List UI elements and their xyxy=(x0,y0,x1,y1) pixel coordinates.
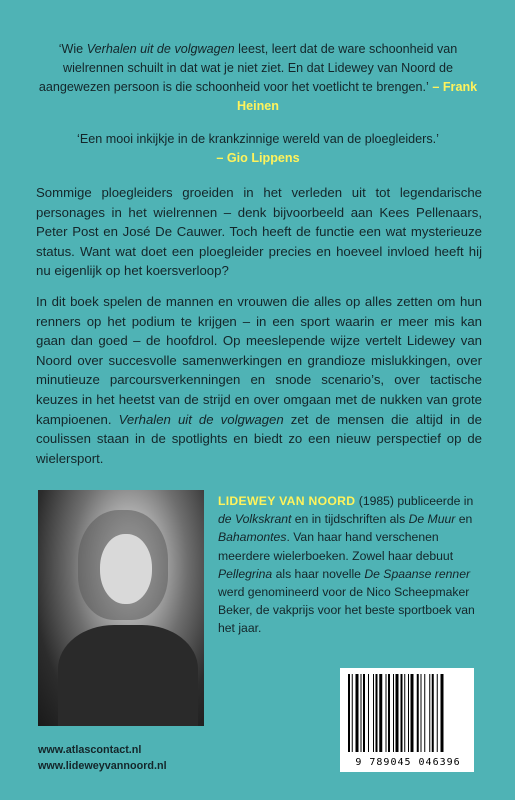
barcode-bar xyxy=(437,674,438,752)
bio-italic: De Muur xyxy=(408,512,456,527)
blurb-paragraph-1: Sommige ploegleiders groeiden in het verleden uit tot legendarische personages in het wielrennen – denk bijvoorbeeld aan Kees Pellenaars, Peter Post en José De Cauwer. Toch heeft de functie een wat mysterieuze status. Want wat doet een ploegleider precies en hoeveel invloed heeft hij nu eigenlijk op het koersverloop? xyxy=(36,185,482,279)
barcode-bar xyxy=(441,674,444,752)
quote-attribution: – Gio Lippens xyxy=(216,151,300,165)
barcode-bar xyxy=(393,674,394,752)
paragraph-text: In dit boek spelen de mannen en vrouwen die alles op alles zetten om hun renners op het podium te krijgen – in een sport waarin er meer mis kan gaan dan goed – de hoofdrol. Op meeslepende wijze vertelt Lidewey van Noord over succesvolle samenwerkingen en grandioze mislukkingen, over minutieuze parcoursverkenningen en snode scenario’s, over tactische keuzes in het heetst van de strijd en over omgaan met de nukken van grote kampioenen. xyxy=(36,294,482,427)
isbn-number: 9 789045 046396 xyxy=(355,757,461,768)
website-links xyxy=(38,742,167,774)
barcode-bar xyxy=(363,674,365,752)
quote-text: ‘Wie xyxy=(58,42,87,56)
quote-text: leest, leert dat de ware schoonheid van wielrennen schuilt in dat wat je niet ziet. En dat Lidewey van Noord de aangewezen persoon is die schoonheid voor het voetlicht te brengen.’ xyxy=(38,42,458,94)
barcode-bar xyxy=(348,674,350,752)
barcode-bar xyxy=(388,674,390,752)
book-title-italic: Verhalen uit de volgwagen xyxy=(118,411,284,427)
author-photo xyxy=(38,490,204,726)
barcode-bar xyxy=(424,674,425,752)
barcode-bar xyxy=(376,674,378,752)
bio-text: als haar novelle xyxy=(272,566,365,581)
quote-attribution: – Frank Heinen xyxy=(237,80,478,113)
quote-gio-lippens xyxy=(38,130,478,168)
barcode-bar xyxy=(379,674,382,752)
bio-text: . Van haar hand verschenen meerdere wielerboeken. Zowel haar debuut xyxy=(218,530,454,563)
barcode-bar xyxy=(417,674,419,752)
barcode-bar xyxy=(429,674,430,752)
barcode-bar xyxy=(356,674,359,752)
barcode-bars xyxy=(346,674,468,752)
bio-text: en in tijdschriften als xyxy=(291,512,409,527)
photo-scarf xyxy=(58,625,198,726)
bio-text: en xyxy=(455,512,473,527)
review-quotes xyxy=(38,40,478,182)
barcode-bar xyxy=(352,674,353,752)
bio-text: (1985) publiceerde in xyxy=(355,494,474,508)
isbn-barcode xyxy=(340,668,474,772)
book-title-italic: Verhalen uit de volgwagen xyxy=(86,42,235,56)
barcode-bar xyxy=(432,674,434,752)
barcode-bar xyxy=(401,674,403,752)
bio-italic: Pellegrina xyxy=(218,566,273,581)
paragraph-text: zet de mensen die altijd in de coulissen staan in de spotlights en biedt zo een nieuw perspectief op de wielersport. xyxy=(36,411,482,466)
link-lideweyvannoord[interactable]: www.lideweyvannoord.nl xyxy=(38,760,167,772)
bio-italic: de Volkskrant xyxy=(218,512,292,527)
blurb-paragraph-2 xyxy=(36,292,482,468)
author-bio xyxy=(218,492,480,638)
bio-italic: Bahamontes xyxy=(218,530,287,545)
barcode-bar xyxy=(368,674,369,752)
bio-italic: De Spaanse renner xyxy=(364,566,471,581)
author-name: LIDEWEY VAN NOORD xyxy=(218,494,356,508)
barcode-bar xyxy=(373,674,374,752)
barcode-bar xyxy=(404,674,405,752)
bio-text: werd genomineerd voor de Nico Scheepmaker Beker, de vakprijs voor het beste sportboek van het jaar. xyxy=(218,585,475,636)
barcode-bar xyxy=(411,674,414,752)
barcode-bar xyxy=(396,674,399,752)
quote-text: ‘Een mooi inkijkje in de krankzinnige wereld van de ploegleiders.’ xyxy=(77,132,439,146)
barcode-bar xyxy=(421,674,422,752)
barcode-bar xyxy=(361,674,362,752)
link-atlascontact[interactable]: www.atlascontact.nl xyxy=(38,744,142,756)
quote-frank-heinen xyxy=(38,40,478,116)
barcode-bar xyxy=(408,674,409,752)
photo-face xyxy=(100,534,152,604)
barcode-bar xyxy=(386,674,387,752)
